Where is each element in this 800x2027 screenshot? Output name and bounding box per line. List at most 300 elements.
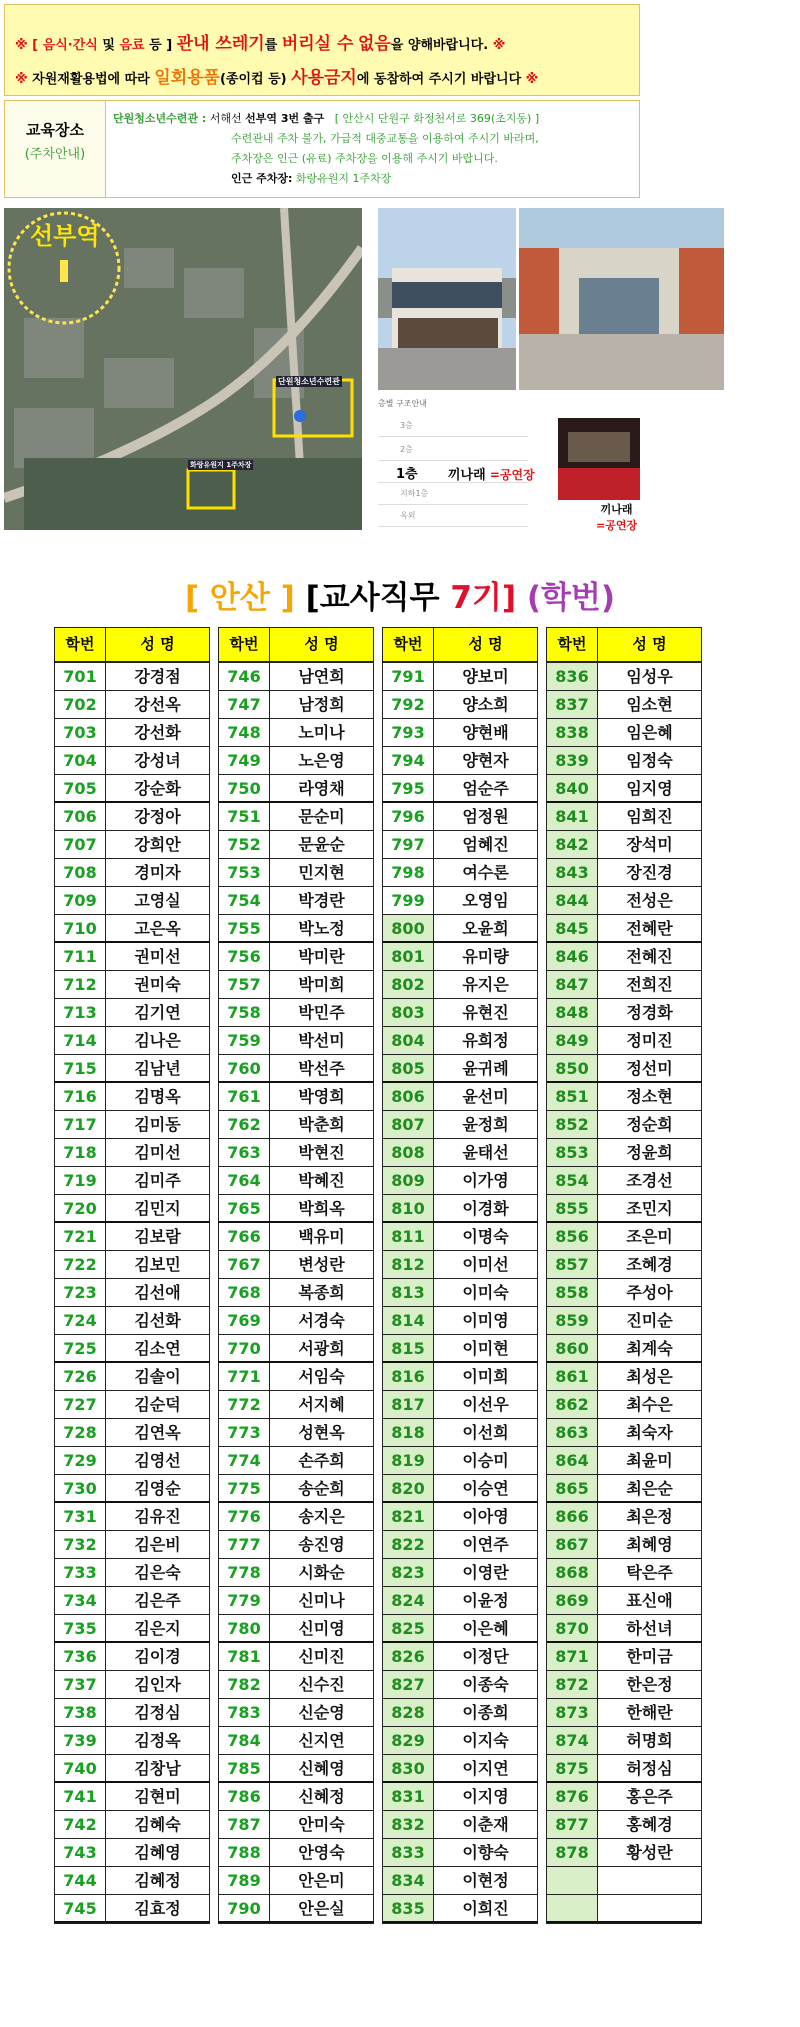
building-label: 단원청소년수련관 bbox=[278, 377, 340, 386]
title-tail: (학번) bbox=[526, 580, 616, 616]
student-number: 767 bbox=[219, 1251, 270, 1278]
roster-row bbox=[547, 1475, 701, 1503]
student-number: 742 bbox=[55, 1811, 106, 1838]
student-number bbox=[547, 1867, 598, 1894]
roster-row bbox=[219, 1531, 373, 1559]
roster-row bbox=[55, 1587, 209, 1615]
student-number: 804 bbox=[383, 1027, 434, 1054]
roster-row bbox=[547, 1251, 701, 1279]
student-name: 민지현 bbox=[298, 863, 345, 882]
roster-row bbox=[219, 1559, 373, 1587]
student-name: 최윤미 bbox=[626, 1451, 673, 1470]
student-number: 755 bbox=[219, 915, 270, 941]
student-number: 763 bbox=[219, 1139, 270, 1166]
student-name: 허정심 bbox=[626, 1759, 673, 1778]
roster-row bbox=[547, 1531, 701, 1559]
student-number: 851 bbox=[547, 1083, 598, 1110]
student-number: 775 bbox=[219, 1475, 270, 1501]
roster-row bbox=[547, 1615, 701, 1643]
roster-row bbox=[219, 915, 373, 943]
header-name: 성 명 bbox=[304, 635, 339, 653]
student-name: 안영숙 bbox=[298, 1843, 345, 1862]
roster-row bbox=[55, 1475, 209, 1503]
student-name: 조경선 bbox=[626, 1171, 673, 1190]
student-name bbox=[598, 1895, 701, 1921]
student-name: 장진경 bbox=[626, 863, 673, 882]
header-number: 학번 bbox=[219, 628, 270, 661]
hall-photo bbox=[558, 418, 640, 500]
roster-row bbox=[547, 1839, 701, 1867]
header-number: 학번 bbox=[547, 628, 598, 661]
student-name: 문순미 bbox=[298, 807, 345, 826]
roster-header bbox=[547, 628, 701, 663]
roster-row bbox=[55, 1223, 209, 1251]
student-number: 710 bbox=[55, 915, 106, 941]
student-name: 엄정원 bbox=[462, 807, 509, 826]
student-number: 760 bbox=[219, 1055, 270, 1081]
student-name: 진미순 bbox=[626, 1311, 673, 1330]
student-name: 엄혜진 bbox=[462, 835, 509, 854]
student-name: 김인자 bbox=[134, 1675, 181, 1694]
student-number: 726 bbox=[55, 1363, 106, 1390]
student-name: 허명희 bbox=[626, 1731, 673, 1750]
student-number: 812 bbox=[383, 1251, 434, 1278]
student-name: 박현진 bbox=[298, 1143, 345, 1162]
notice-line-2 bbox=[15, 63, 538, 88]
student-number: 702 bbox=[55, 691, 106, 718]
roster-row bbox=[383, 691, 537, 719]
student-name: 김이경 bbox=[134, 1647, 181, 1666]
student-name: 정미진 bbox=[626, 1031, 673, 1050]
roster-row bbox=[547, 1447, 701, 1475]
roster-row bbox=[547, 1055, 701, 1083]
roster-row bbox=[547, 1223, 701, 1251]
roster-row bbox=[547, 1139, 701, 1167]
roster-row bbox=[55, 915, 209, 943]
student-name: 이승미 bbox=[462, 1451, 509, 1470]
roster-row bbox=[383, 971, 537, 999]
roster-row bbox=[383, 1531, 537, 1559]
roster-row bbox=[219, 1055, 373, 1083]
roster-row bbox=[219, 1363, 373, 1391]
roster-row bbox=[383, 1587, 537, 1615]
student-name: 권미선 bbox=[134, 947, 181, 966]
student-number: 743 bbox=[55, 1839, 106, 1866]
student-number: 847 bbox=[547, 971, 598, 998]
student-name: 박미희 bbox=[298, 975, 345, 994]
notice-strong-2: 사용금지 bbox=[291, 68, 357, 88]
roster-row bbox=[383, 1167, 537, 1195]
student-number: 749 bbox=[219, 747, 270, 774]
student-number: 833 bbox=[383, 1839, 434, 1866]
student-name: 복종희 bbox=[298, 1283, 345, 1302]
roster-row bbox=[383, 1727, 537, 1755]
student-name: 정경화 bbox=[626, 1003, 673, 1022]
student-name: 이정단 bbox=[462, 1647, 509, 1666]
student-name: 김창남 bbox=[134, 1759, 181, 1778]
student-number: 869 bbox=[547, 1587, 598, 1614]
student-name: 김혜숙 bbox=[134, 1815, 181, 1834]
roster-row bbox=[219, 1811, 373, 1839]
roster-row bbox=[547, 999, 701, 1027]
student-name: 임성우 bbox=[626, 667, 673, 686]
roster-row bbox=[383, 1839, 537, 1867]
student-number: 834 bbox=[383, 1867, 434, 1894]
roster-row bbox=[219, 1083, 373, 1111]
roster-row bbox=[547, 691, 701, 719]
location-details bbox=[113, 109, 539, 189]
notice-banner bbox=[4, 4, 640, 96]
title-course: [교사직무 bbox=[305, 580, 440, 616]
roster-row bbox=[55, 1335, 209, 1363]
roster-row bbox=[55, 831, 209, 859]
building-photo-entrance bbox=[519, 208, 724, 390]
roster-row bbox=[383, 1699, 537, 1727]
roster-row bbox=[55, 747, 209, 775]
header-number: 학번 bbox=[55, 628, 106, 661]
roster-row bbox=[547, 1195, 701, 1223]
student-name: 조은미 bbox=[626, 1227, 673, 1246]
student-name: 이지숙 bbox=[462, 1731, 509, 1750]
roster-row bbox=[219, 775, 373, 803]
student-number: 797 bbox=[383, 831, 434, 858]
student-name: 강순화 bbox=[134, 779, 181, 798]
roster-header bbox=[383, 628, 537, 663]
roster-row bbox=[55, 1699, 209, 1727]
notice-strong-3: 없음 bbox=[357, 34, 391, 54]
student-number: 841 bbox=[547, 803, 598, 830]
student-number: 817 bbox=[383, 1391, 434, 1418]
notice-strong: 일회용품 bbox=[154, 68, 220, 88]
roster-row bbox=[219, 1615, 373, 1643]
student-name: 김보민 bbox=[134, 1255, 181, 1274]
student-name: 박춘희 bbox=[298, 1115, 345, 1134]
roster-row bbox=[219, 1111, 373, 1139]
student-name: 시화순 bbox=[298, 1563, 345, 1582]
roster-row bbox=[383, 775, 537, 803]
student-name: 안은미 bbox=[298, 1871, 345, 1890]
student-name: 김영선 bbox=[134, 1451, 181, 1470]
roster-row bbox=[547, 747, 701, 775]
roster-row bbox=[219, 1727, 373, 1755]
parking-label: 화랑유원지 1주차장 bbox=[190, 461, 252, 469]
station-label: 선부역 bbox=[30, 222, 100, 250]
roster-row bbox=[55, 1027, 209, 1055]
roster-row bbox=[55, 1251, 209, 1279]
roster-row bbox=[383, 1895, 537, 1923]
roster-row bbox=[547, 887, 701, 915]
student-number: 859 bbox=[547, 1307, 598, 1334]
roster-row bbox=[219, 1867, 373, 1895]
roster-row bbox=[547, 1335, 701, 1363]
student-number: 795 bbox=[383, 775, 434, 801]
notice-mark-end: ※ bbox=[492, 38, 506, 53]
student-number: 788 bbox=[219, 1839, 270, 1866]
student-number: 878 bbox=[547, 1839, 598, 1866]
student-name: 김효정 bbox=[134, 1899, 181, 1918]
roster-row bbox=[383, 1391, 537, 1419]
student-number: 790 bbox=[219, 1895, 270, 1921]
roster-row bbox=[219, 859, 373, 887]
roster-row bbox=[219, 1307, 373, 1335]
student-name: 조민지 bbox=[626, 1199, 673, 1218]
student-number: 725 bbox=[55, 1335, 106, 1361]
student-number: 705 bbox=[55, 775, 106, 801]
student-name: 유지은 bbox=[462, 975, 509, 994]
student-name: 이윤정 bbox=[462, 1591, 509, 1610]
student-name: 변성란 bbox=[298, 1255, 345, 1274]
student-number: 825 bbox=[383, 1615, 434, 1641]
roster-column-2 bbox=[218, 627, 374, 1924]
student-number: 736 bbox=[55, 1643, 106, 1670]
roster-row bbox=[547, 1727, 701, 1755]
student-number: 750 bbox=[219, 775, 270, 801]
roster-row bbox=[55, 1503, 209, 1531]
student-number: 714 bbox=[55, 1027, 106, 1054]
student-number: 875 bbox=[547, 1755, 598, 1781]
student-name: 유희정 bbox=[462, 1031, 509, 1050]
roster-row bbox=[383, 1503, 537, 1531]
student-number: 801 bbox=[383, 943, 434, 970]
student-number: 724 bbox=[55, 1307, 106, 1334]
header-name: 성 명 bbox=[632, 635, 667, 653]
roster-row bbox=[547, 1811, 701, 1839]
roster-row bbox=[383, 1475, 537, 1503]
roster-row bbox=[547, 663, 701, 691]
roster-row bbox=[383, 999, 537, 1027]
student-number: 704 bbox=[55, 747, 106, 774]
roster-row bbox=[547, 1363, 701, 1391]
subway-exit: 선부역 3번 출구 bbox=[245, 112, 325, 125]
parking-label: 인근 주차장: bbox=[231, 172, 293, 185]
header-name: 성 명 bbox=[468, 635, 503, 653]
roster-row bbox=[547, 971, 701, 999]
student-number: 862 bbox=[547, 1391, 598, 1418]
roster-row bbox=[55, 663, 209, 691]
student-number: 784 bbox=[219, 1727, 270, 1754]
student-name: 김정옥 bbox=[134, 1731, 181, 1750]
roster-row bbox=[55, 1783, 209, 1811]
student-number: 703 bbox=[55, 719, 106, 746]
student-number: 866 bbox=[547, 1503, 598, 1530]
roster-title bbox=[0, 572, 800, 617]
roster-row bbox=[219, 1643, 373, 1671]
student-number: 849 bbox=[547, 1027, 598, 1054]
roster-row bbox=[55, 1643, 209, 1671]
student-number: 796 bbox=[383, 803, 434, 830]
student-name: 양소희 bbox=[462, 695, 509, 714]
student-name: 양현배 bbox=[462, 723, 509, 742]
roster-row bbox=[55, 1139, 209, 1167]
roster-row bbox=[219, 1699, 373, 1727]
title-city: [ 안산 ] bbox=[184, 580, 295, 616]
student-name: 김미동 bbox=[134, 1115, 181, 1134]
roster-row bbox=[547, 1755, 701, 1783]
student-number: 706 bbox=[55, 803, 106, 830]
student-number: 764 bbox=[219, 1167, 270, 1194]
student-number: 778 bbox=[219, 1559, 270, 1586]
student-number: 821 bbox=[383, 1503, 434, 1530]
student-name: 임정숙 bbox=[626, 751, 673, 770]
student-number: 815 bbox=[383, 1335, 434, 1361]
hall-caption: 끼나래 =공연장 bbox=[596, 503, 638, 532]
student-number: 826 bbox=[383, 1643, 434, 1670]
student-number: 747 bbox=[219, 691, 270, 718]
student-name: 전희진 bbox=[626, 975, 673, 994]
student-number: 807 bbox=[383, 1111, 434, 1138]
roster-row bbox=[547, 803, 701, 831]
student-name: 윤귀례 bbox=[462, 1059, 509, 1078]
student-name: 임소현 bbox=[626, 695, 673, 714]
student-name: 이희진 bbox=[462, 1899, 509, 1918]
floor-row: 지하1층 bbox=[378, 482, 528, 505]
header-number: 학번 bbox=[383, 628, 434, 661]
student-number: 843 bbox=[547, 859, 598, 886]
roster-row bbox=[55, 1111, 209, 1139]
student-number: 813 bbox=[383, 1279, 434, 1306]
roster-row bbox=[383, 1307, 537, 1335]
roster-row bbox=[383, 1223, 537, 1251]
roster-row bbox=[55, 1867, 209, 1895]
student-name: 성현옥 bbox=[298, 1423, 345, 1442]
student-name: 남정희 bbox=[298, 695, 345, 714]
roster-row bbox=[383, 831, 537, 859]
roster-row bbox=[219, 691, 373, 719]
student-number: 853 bbox=[547, 1139, 598, 1166]
student-number: 785 bbox=[219, 1755, 270, 1781]
student-number: 858 bbox=[547, 1279, 598, 1306]
roster-row bbox=[383, 1139, 537, 1167]
student-name: 신수진 bbox=[298, 1675, 345, 1694]
roster-row bbox=[219, 719, 373, 747]
student-number: 877 bbox=[547, 1811, 598, 1838]
roster-row bbox=[219, 663, 373, 691]
roster-row bbox=[547, 1027, 701, 1055]
student-number: 733 bbox=[55, 1559, 106, 1586]
student-number: 874 bbox=[547, 1727, 598, 1754]
student-number: 741 bbox=[55, 1783, 106, 1810]
roster-row bbox=[219, 1167, 373, 1195]
student-number: 777 bbox=[219, 1531, 270, 1558]
student-number: 867 bbox=[547, 1531, 598, 1558]
student-name: 이춘재 bbox=[462, 1815, 509, 1834]
student-number: 809 bbox=[383, 1167, 434, 1194]
notice-items-a: 음식·간식 bbox=[42, 38, 98, 53]
notice-etc: 등 ] bbox=[149, 38, 173, 53]
floor-row-1f: 1층 끼나래 =공연장 bbox=[378, 460, 528, 483]
student-name: 김은지 bbox=[134, 1619, 181, 1638]
roster-row bbox=[219, 1587, 373, 1615]
student-number: 722 bbox=[55, 1251, 106, 1278]
roster-row bbox=[55, 1727, 209, 1755]
roster-row bbox=[547, 1699, 701, 1727]
student-name: 한미금 bbox=[626, 1647, 673, 1666]
student-number: 871 bbox=[547, 1643, 598, 1670]
student-number: 839 bbox=[547, 747, 598, 774]
student-name: 정순희 bbox=[626, 1115, 673, 1134]
student-number: 751 bbox=[219, 803, 270, 830]
student-number: 781 bbox=[219, 1643, 270, 1670]
student-number: 748 bbox=[219, 719, 270, 746]
notice-mark: ※ bbox=[15, 38, 28, 53]
student-number: 768 bbox=[219, 1279, 270, 1306]
notice-strong: 관내 쓰레기 bbox=[176, 34, 265, 54]
roster-row bbox=[219, 1671, 373, 1699]
student-name: 강선화 bbox=[134, 723, 181, 742]
student-number: 844 bbox=[547, 887, 598, 914]
student-number: 787 bbox=[219, 1811, 270, 1838]
student-name: 박노정 bbox=[298, 919, 345, 938]
parking-name: 화랑유원지 1주차장 bbox=[295, 172, 392, 185]
student-number: 838 bbox=[547, 719, 598, 746]
student-number: 845 bbox=[547, 915, 598, 941]
roster-row bbox=[547, 1867, 701, 1895]
student-name: 탁은주 bbox=[626, 1563, 673, 1582]
student-name: 김유진 bbox=[134, 1507, 181, 1526]
location-box bbox=[4, 100, 640, 198]
roster-row bbox=[55, 719, 209, 747]
student-name: 김선화 bbox=[134, 1311, 181, 1330]
roster-row bbox=[547, 1895, 701, 1923]
student-name: 오윤희 bbox=[462, 919, 509, 938]
student-number: 773 bbox=[219, 1419, 270, 1446]
student-name: 이경화 bbox=[462, 1199, 509, 1218]
roster-row bbox=[383, 1195, 537, 1223]
roster-row bbox=[219, 1895, 373, 1923]
student-number: 789 bbox=[219, 1867, 270, 1894]
roster-row bbox=[547, 915, 701, 943]
student-number: 786 bbox=[219, 1783, 270, 1810]
student-name: 이미영 bbox=[462, 1311, 509, 1330]
roster-row bbox=[383, 943, 537, 971]
student-name: 이현정 bbox=[462, 1871, 509, 1890]
notice-tail: 을 양해바랍니다. bbox=[390, 38, 489, 53]
student-name: 김혜영 bbox=[134, 1843, 181, 1862]
student-name: 이미숙 bbox=[462, 1283, 509, 1302]
student-name: 박민주 bbox=[298, 1003, 345, 1022]
student-name: 고영실 bbox=[134, 891, 181, 910]
student-number: 816 bbox=[383, 1363, 434, 1390]
student-number: 701 bbox=[55, 663, 106, 690]
roster-header bbox=[219, 628, 373, 663]
student-name: 임지영 bbox=[626, 779, 673, 798]
student-number: 805 bbox=[383, 1055, 434, 1081]
student-number: 846 bbox=[547, 943, 598, 970]
student-name: 이미희 bbox=[462, 1367, 509, 1386]
student-number: 864 bbox=[547, 1447, 598, 1474]
roster-row bbox=[547, 1279, 701, 1307]
student-name: 김미주 bbox=[134, 1171, 181, 1190]
notice-and: 및 bbox=[102, 38, 115, 53]
roster-row bbox=[547, 1391, 701, 1419]
student-number: 770 bbox=[219, 1335, 270, 1361]
student-name: 문윤순 bbox=[298, 835, 345, 854]
roster-row bbox=[55, 1279, 209, 1307]
student-number: 769 bbox=[219, 1307, 270, 1334]
notice-paren: (종이컵 등) bbox=[219, 72, 287, 87]
notice-mark: ※ bbox=[15, 72, 28, 87]
roster-row bbox=[55, 1839, 209, 1867]
floor-guide-header: 층별 구조안내 bbox=[378, 399, 427, 408]
roster-row bbox=[55, 887, 209, 915]
roster-row bbox=[383, 1867, 537, 1895]
student-number: 876 bbox=[547, 1783, 598, 1810]
roster-row bbox=[55, 1083, 209, 1111]
student-name: 송진영 bbox=[298, 1535, 345, 1554]
roster-row bbox=[55, 1055, 209, 1083]
roster-row bbox=[55, 691, 209, 719]
floor-guide bbox=[378, 398, 648, 538]
